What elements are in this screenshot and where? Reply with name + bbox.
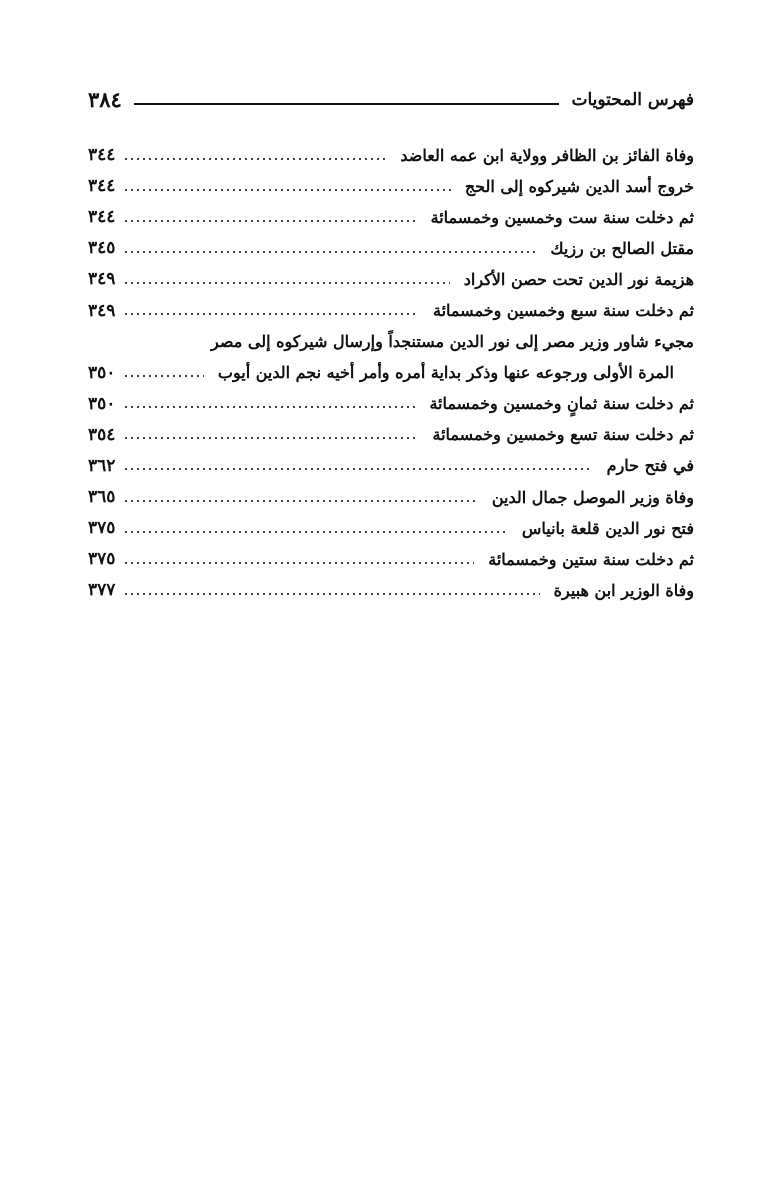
dot-leader — [123, 593, 539, 595]
toc-entry — [88, 264, 694, 295]
dot-leader — [123, 500, 477, 502]
dot-leader — [123, 313, 419, 315]
toc-entry — [88, 544, 694, 575]
toc-entry-page: ٣٥٠ — [88, 393, 116, 414]
toc-entry-title: خروج أسد الدين شيركوه إلى الحج — [464, 176, 694, 196]
dot-leader — [123, 282, 449, 284]
toc-entry-page: ٣٧٧ — [88, 580, 116, 601]
dot-leader — [123, 406, 415, 408]
dot-leader — [123, 468, 592, 470]
dot-leader — [123, 531, 507, 533]
dot-leader — [123, 189, 450, 191]
dot-leader — [123, 562, 474, 564]
toc-entry-page: ٣٤٤ — [88, 176, 116, 197]
toc-entry-title: هزيمة نور الدين تحت حصن الأكراد — [463, 269, 694, 289]
page-number: ٣٨٤ — [88, 87, 122, 112]
running-header — [88, 84, 694, 114]
toc-entry — [88, 575, 694, 606]
dot-leader — [123, 158, 386, 160]
dot-leader — [123, 251, 536, 253]
toc-entry — [88, 202, 694, 233]
toc-entry-page: ٣٧٥ — [88, 549, 116, 570]
toc-entry — [88, 451, 694, 482]
toc-entry-title: فتح نور الدين قلعة بانياس — [521, 518, 694, 538]
toc-entry-continuation — [88, 358, 694, 389]
toc-entry-title: ثم دخلت سنة سبع وخمسين وخمسمائة — [433, 301, 694, 321]
dot-leader — [123, 375, 204, 377]
dot-leader — [123, 220, 416, 222]
toc-entry — [88, 420, 694, 451]
toc-entry-title: وفاة الفائز بن الظافر وولاية ابن عمه العاضد — [400, 145, 694, 165]
toc-entry-title: المرة الأولى ورجوعه عنها وذكر بداية أمره وأمر أخيه نجم الدين أيوب — [217, 363, 674, 383]
toc-entry-page: ٣٤٥ — [88, 238, 116, 259]
running-title: فهرس المحتويات — [571, 90, 694, 110]
toc-entry-page: ٣٧٥ — [88, 518, 116, 539]
toc-entry-title: ثم دخلت سنة ستين وخمسمائة — [488, 549, 694, 569]
header-rule — [134, 103, 560, 105]
toc-entry — [88, 389, 694, 420]
toc-entry-title: ثم دخلت سنة ست وخمسين وخمسمائة — [430, 207, 694, 227]
toc-entry — [88, 171, 694, 202]
toc-entry-page: ٣٥٤ — [88, 424, 116, 445]
toc-entry-page: ٣٤٤ — [88, 145, 116, 166]
toc-entry-page: ٣٦٢ — [88, 455, 116, 476]
toc-entry-title: مجيء شاور وزير مصر إلى نور الدين مستنجداً وإرسال شيركوه إلى مصر — [211, 332, 694, 352]
toc-entry-title: مقتل الصالح بن رزيك — [550, 238, 694, 258]
toc-entry-page: ٣٤٤ — [88, 207, 116, 228]
toc-entry-title: في فتح حارم — [606, 456, 694, 476]
toc-entry — [88, 482, 694, 513]
toc-entry-page: ٣٤٩ — [88, 300, 116, 321]
toc-entry-title: وفاة الوزير ابن هبيرة — [553, 580, 694, 600]
toc-entry-title: ثم دخلت سنة ثمانٍ وخمسين وخمسمائة — [429, 394, 694, 414]
toc-entry — [88, 295, 694, 326]
toc-entry — [88, 233, 694, 264]
toc-entry-page: ٣٦٥ — [88, 487, 116, 508]
toc-entry-page: ٣٤٩ — [88, 269, 116, 290]
toc-entry-title: وفاة وزير الموصل جمال الدين — [491, 487, 694, 507]
toc-list — [88, 140, 694, 606]
dot-leader — [123, 437, 418, 439]
toc-entry — [88, 140, 694, 171]
toc-entry — [88, 513, 694, 544]
toc-entry-title: ثم دخلت سنة تسع وخمسين وخمسمائة — [432, 425, 694, 445]
toc-entry-page: ٣٥٠ — [88, 362, 116, 383]
toc-entry-no-page — [88, 327, 694, 358]
